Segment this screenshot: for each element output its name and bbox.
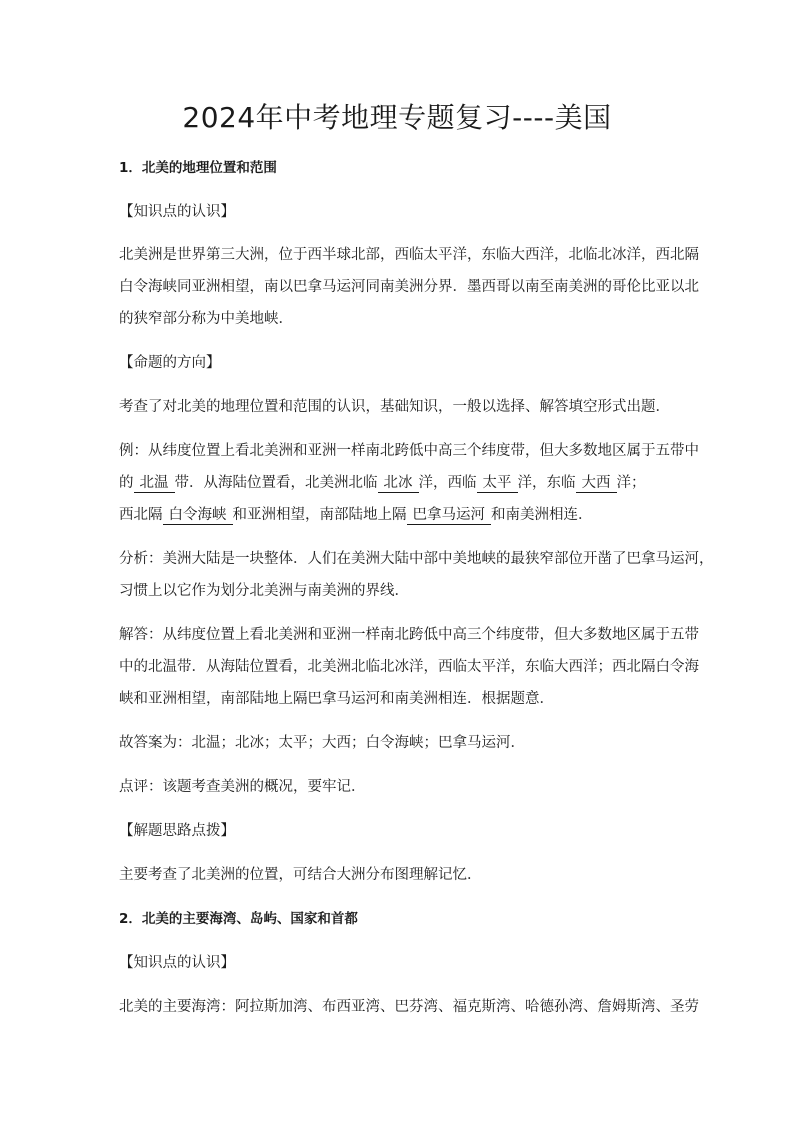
answer-line-3: 峡和亚洲相望，南部陆地上隔巴拿马运河和南美洲相连．根据题意．	[119, 691, 554, 707]
example-text: 带．从海陆位置看，北美洲北临	[174, 475, 378, 491]
answer-blank: 白令海峡	[163, 506, 233, 525]
example-text: 洋，西临	[418, 475, 477, 491]
example-line-3	[119, 504, 679, 526]
example-line-2	[119, 472, 679, 494]
section-1-knowledge-label: 【知识点的认识】	[119, 204, 235, 220]
example-text: 洋；	[616, 475, 646, 491]
answer-blank: 北温	[134, 474, 175, 493]
page-title: 2024年中考地理专题复习----美国	[182, 101, 612, 134]
answer-line-1: 解答：从纬度位置上看北美洲和亚洲一样南北跨低中高三个纬度带，但大多数地区属于五带	[119, 627, 699, 643]
final-answer: 故答案为：北温；北冰；太平；大西；白令海峡；巴拿马运河．	[119, 735, 525, 751]
knowledge-line-2: 白令海峡同亚洲相望，南以巴拿马运河同南美洲分界．墨西哥以南至南美洲的哥伦比亚以北	[119, 279, 699, 295]
answer-blank: 巴拿马运河	[407, 506, 492, 525]
tips-label: 【解题思路点拨】	[119, 823, 235, 839]
example-line-1: 例：从纬度位置上看北美洲和亚洲一样南北跨低中高三个纬度带，但大多数地区属于五带中	[119, 443, 699, 459]
section-1-heading: 1．北美的地理位置和范围	[119, 160, 277, 176]
example-text: 西北隔	[119, 507, 163, 523]
tips-text: 主要考查了北美洲的位置，可结合大洲分布图理解记忆．	[119, 867, 482, 883]
comment: 点评：该题考查美洲的概况，要牢记．	[119, 779, 366, 795]
direction-text: 考查了对北美的地理位置和范围的认识，基础知识，一般以选择、解答填空形式出题．	[119, 399, 670, 415]
example-text: 和亚洲相望，南部陆地上隔	[232, 507, 407, 523]
answer-blank: 北冰	[378, 474, 419, 493]
knowledge-line-1: 北美洲是世界第三大洲，位于西半球北部，西临太平洋，东临大西洋，北临北冰洋，西北隔	[119, 247, 699, 263]
example-text: 和南美洲相连．	[491, 507, 593, 523]
answer-blank: 太平	[477, 474, 518, 493]
knowledge-line-3: 的狭窄部分称为中美地峡．	[119, 311, 293, 327]
analysis-line-2: 习惯上以它作为划分北美洲与南美洲的界线．	[119, 583, 409, 599]
section-2-heading: 2．北美的主要海湾、岛屿、国家和首都	[119, 911, 358, 927]
section-2-knowledge-label: 【知识点的认识】	[119, 955, 235, 971]
direction-label: 【命题的方向】	[119, 355, 221, 371]
answer-blank: 大西	[576, 474, 617, 493]
analysis-line-1: 分析：美洲大陆是一块整体．人们在美洲大陆中部中美地峡的最狭窄部位开凿了巴拿马运河，	[119, 551, 714, 567]
example-text: 洋，东临	[517, 475, 576, 491]
answer-line-2: 中的北温带．从海陆位置看，北美洲北临北冰洋，西临太平洋，东临大西洋；西北隔白令海	[119, 659, 699, 675]
example-text: 的	[119, 475, 134, 491]
section-2-text: 北美的主要海湾：阿拉斯加湾、布西亚湾、巴芬湾、福克斯湾、哈德孙湾、詹姆斯湾、圣劳	[119, 999, 699, 1015]
